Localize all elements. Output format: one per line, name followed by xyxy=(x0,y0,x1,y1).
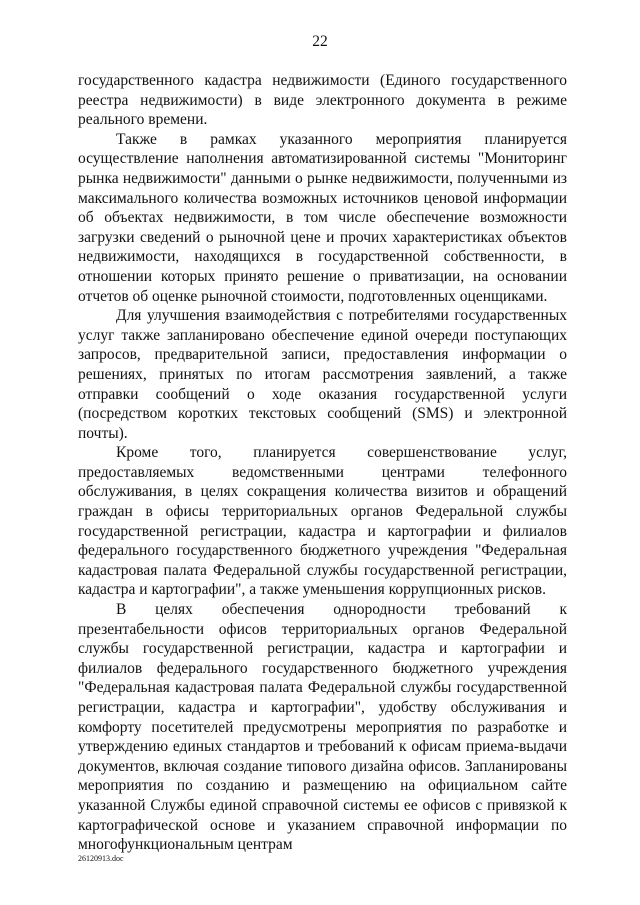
paragraph-office-standards: В целях обеспечения однородности требований к презентабельности офисов территориальных органов Федеральной службы государственной регистрации, кадастра и картографии и филиалов федерального государственного бюджетного учреждения "Федеральная кадастровая палата Федеральной службы государственной регистрации, кадастра и картографии", удобству обслуживания и комфорту посетителей предусмотрены мероприятия по разработке и утверждению единых стандартов и требований к офисам приема-выдачи документов, включая создание типового дизайна офисов. Запланированы мероприятия по созданию и размещению на официальном сайте указанной Службы единой справочной системы ее офисов с привязкой к картографической основе и указанием справочной информации по многофункциональным центрам xyxy=(78,601,567,854)
document-body xyxy=(78,71,567,855)
footer-document-id: 26120913.doc xyxy=(78,854,124,863)
paragraph-monitoring-system: Также в рамках указанного мероприятия планируется осуществление наполнения автоматизированной системы "Мониторинг рынка недвижимости" данными о рынке недвижимости, полученными из максимального количества возможных источников ценовой информации об объектах недвижимости, в том числе обеспечение возможности загрузки сведений о рыночной цене и прочих характеристиках объектов недвижимости, находящихся в государственной собственности, в отношении которых принято решение о приватизации, на основании отчетов об оценке рыночной стоимости, подготовленных оценщиками. xyxy=(78,130,567,305)
paragraph-consumer-interaction: Для улучшения взаимодействия с потребителями государственных услуг также запланировано обеспечение единой очереди поступающих запросов, предварительной записи, предоставления информации о решениях, принятых по итогам рассмотрения заявлений, а также отправки сообщений о ходе оказания государственной услуги (посредством коротких текстовых сообщений (SMS) и электронной почты). xyxy=(78,307,567,442)
page-number: 22 xyxy=(312,33,328,50)
paragraph-continuation: государственного кадастра недвижимости (Единого государственного реестра недвижимости) в виде электронного документа в режиме реального времени. xyxy=(78,72,567,129)
paragraph-call-centers: Кроме того, планируется совершенствование услуг, предоставляемых ведомственными центрами телефонного обслуживания, в целях сокращения количества визитов и обращений граждан в офисы территориальных органов Федеральной службы государственной регистрации, кадастра и картографии и филиалов федерального государственного бюджетного учреждения "Федеральная кадастровая палата Федеральной службы государственной регистрации, кадастра и картографии", а также уменьшения коррупционных рисков. xyxy=(78,444,567,599)
